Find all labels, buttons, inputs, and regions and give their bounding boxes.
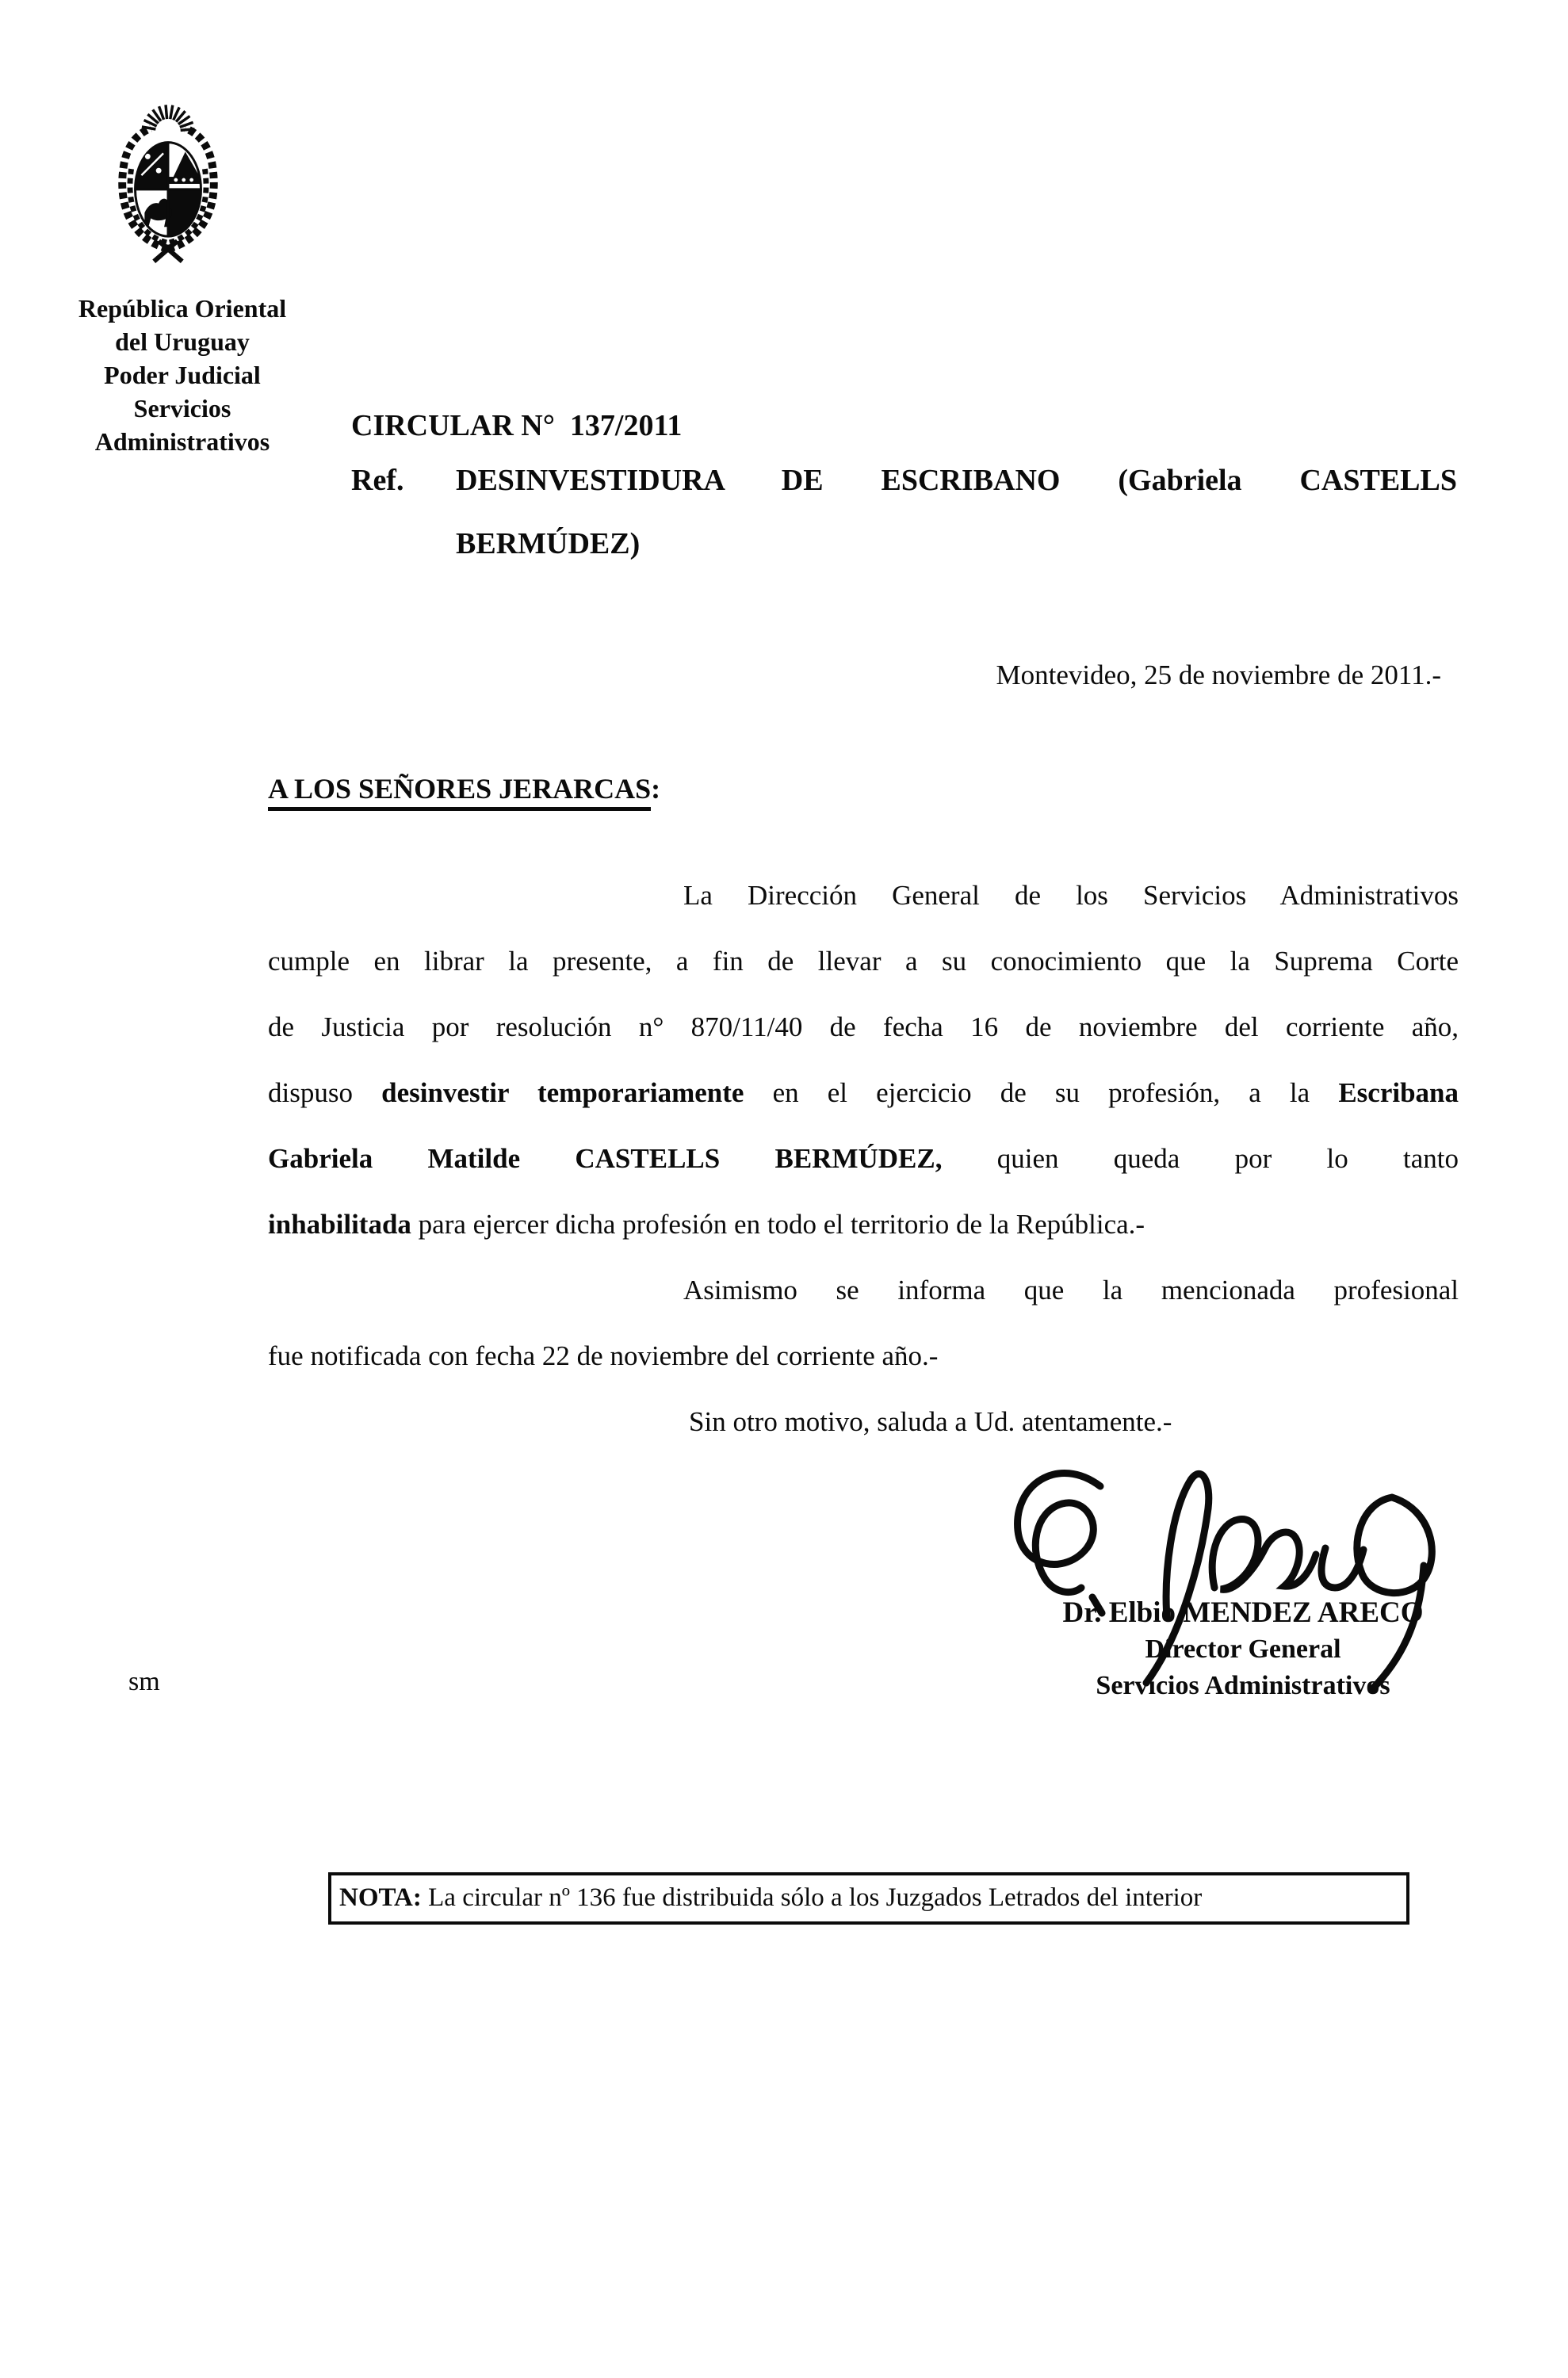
body-line — [268, 1060, 1459, 1126]
body-line — [268, 862, 1459, 928]
body-segment: cumple en librar la presente, a fin de llevar a su conocimiento que la Suprema Corte — [268, 946, 1459, 977]
salutation — [268, 769, 660, 809]
body-segment-bold: Escribana — [1338, 1077, 1459, 1108]
org-line: Administrativos — [94, 427, 270, 456]
dateline: Montevideo, 25 de noviembre de 2011.- — [996, 659, 1441, 690]
body-segment: Sin otro motivo, saluda a Ud. atentamente.- — [689, 1406, 1172, 1437]
body-line — [268, 1323, 1459, 1389]
body-line — [268, 1126, 1459, 1191]
signer-role: Director General — [1145, 1634, 1341, 1664]
note-text: La circular nº 136 fue distribuida sólo a los Juzgados Letrados del interior — [421, 1883, 1203, 1912]
org-line: Servicios — [133, 394, 231, 422]
reference-label: Ref. — [351, 464, 404, 497]
body-line — [268, 928, 1459, 994]
note-label: NOTA: — [339, 1883, 422, 1912]
body-segment: de Justicia por resolución n° 870/11/40 de fecha 16 de noviembre del corriente año, — [268, 1011, 1459, 1042]
signer-name: Dr. Elbio MENDEZ ARECO — [1062, 1596, 1424, 1629]
reference-subject: DESINVESTIDURA DE ESCRIBANO (Gabriela CASTELLS — [456, 464, 1457, 497]
body-segment: fue notificada con fecha 22 de noviembre del corriente año.- — [268, 1340, 939, 1371]
quartered-shield-icon — [136, 143, 203, 237]
body-segment: Asimismo se informa que la mencionada profesional — [683, 1275, 1459, 1306]
letterhead-org-block — [24, 292, 341, 458]
body-segment: quien queda por lo tanto — [942, 1143, 1459, 1174]
uruguay-coat-of-arms-icon — [105, 94, 231, 266]
salutation-colon: : — [651, 773, 661, 805]
org-line: del Uruguay — [115, 327, 250, 356]
body-segment: dispuso — [268, 1077, 382, 1108]
note-box — [328, 1872, 1409, 1925]
signature-block — [997, 1595, 1489, 1704]
body-line — [268, 1389, 1459, 1455]
signer-office: Servicios Administrativos — [1096, 1671, 1390, 1700]
reference-block — [351, 449, 1457, 575]
body-line — [268, 1191, 1459, 1257]
body-segment: para ejercer dicha profesión en todo el territorio de la República.- — [411, 1209, 1145, 1240]
letter-body — [268, 862, 1459, 1455]
body-segment-bold: desinvestir temporariamente — [381, 1077, 744, 1108]
reference-line-2: BERMÚDEZ) — [456, 527, 641, 560]
circular-number: CIRCULAR N° 137/2011 — [351, 409, 683, 442]
org-line: República Oriental — [78, 294, 287, 323]
body-segment-bold: inhabilitada — [268, 1209, 411, 1240]
body-segment: La Dirección General de los Servicios Administrativos — [683, 880, 1459, 911]
body-line — [268, 1257, 1459, 1323]
typist-initials: sm — [128, 1667, 160, 1696]
sun-rays-icon — [142, 105, 195, 130]
body-segment-bold: Gabriela Matilde CASTELLS BERMÚDEZ, — [268, 1143, 943, 1174]
reference-line-1 — [351, 449, 1457, 512]
body-line — [268, 994, 1459, 1060]
salutation-text: A LOS SEÑORES JERARCAS — [268, 773, 651, 811]
body-segment: en el ejercicio de su profesión, a la — [744, 1077, 1339, 1108]
org-line: Poder Judicial — [104, 361, 261, 389]
